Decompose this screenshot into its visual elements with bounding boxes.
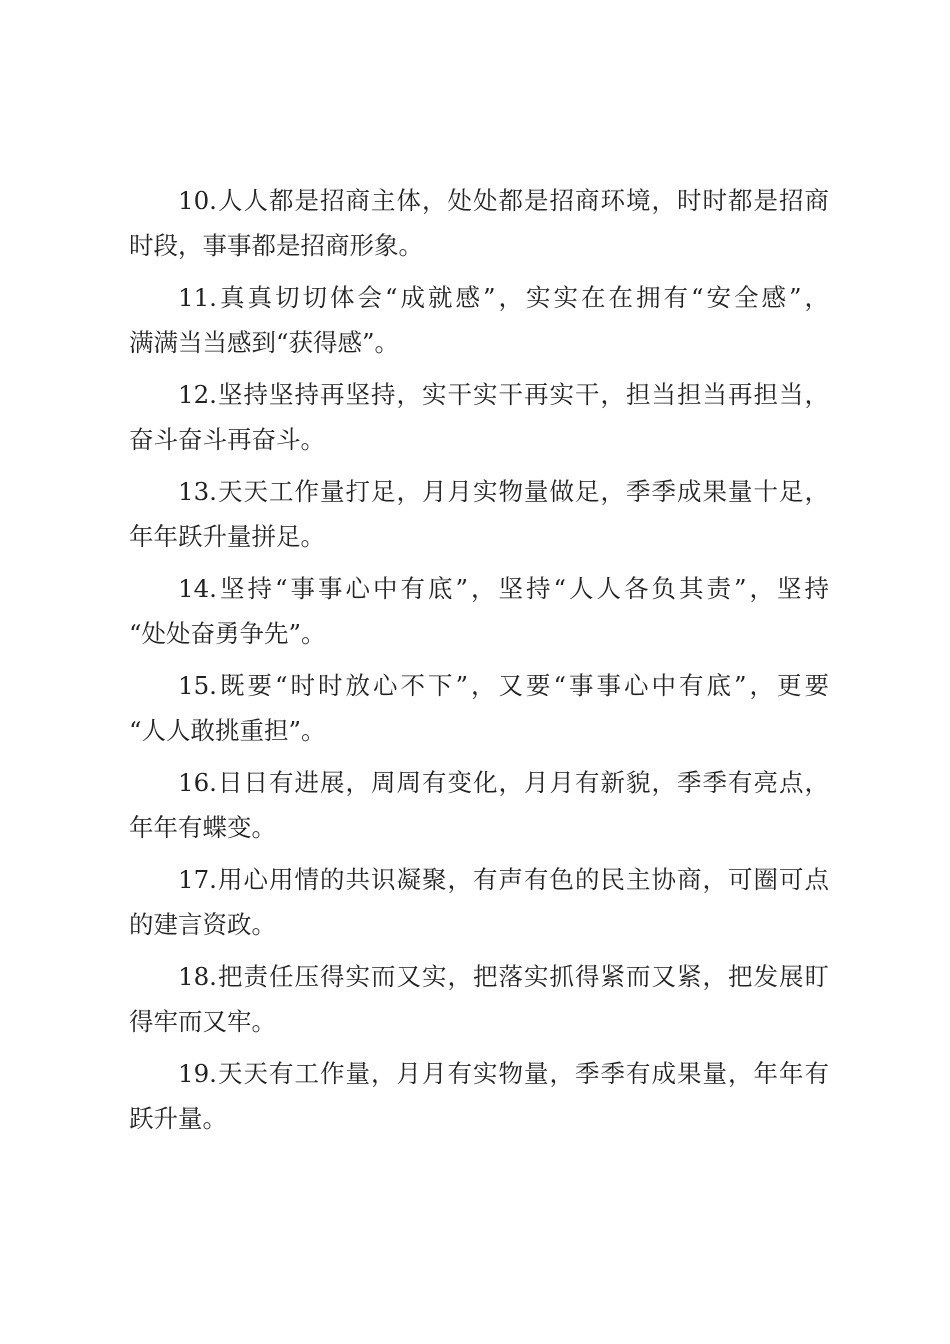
paragraph-line: 16.日日有进展，周周有变化，月月有新貌，季季有亮点，: [178, 768, 829, 797]
document-body: [129, 179, 829, 1149]
list-item: [129, 276, 829, 373]
paragraph-line: 12.坚持坚持再坚持，实干实干再实干，担当担当再担当，: [178, 380, 829, 409]
list-item: [129, 955, 829, 1052]
list-item: [129, 761, 829, 858]
paragraph-line: 19.天天有工作量，月月有实物量，季季有成果量，年年有: [178, 1059, 829, 1088]
list-item: [129, 858, 829, 955]
paragraph-line: “人人敢挑重担”。: [129, 716, 326, 745]
paragraph-line: 年年有蝶变。: [129, 813, 276, 842]
paragraph-line: 15.既要“时时放心不下”，又要“事事心中有底”，更要: [178, 671, 829, 700]
paragraph-line: 跃升量。: [129, 1104, 227, 1133]
list-item: [129, 470, 829, 567]
list-item: [129, 373, 829, 470]
list-item: [129, 1052, 829, 1149]
paragraph-line: 10.人人都是招商主体，处处都是招商环境，时时都是招商: [178, 186, 829, 215]
paragraph-line: 奋斗奋斗再奋斗。: [129, 425, 325, 454]
list-item: [129, 664, 829, 761]
paragraph-line: 18.把责任压得实而又实，把落实抓得紧而又紧，把发展盯: [178, 962, 829, 991]
paragraph-line: 11.真真切切体会“成就感”，实实在在拥有“安全感”，: [178, 283, 829, 312]
list-item: [129, 179, 829, 276]
paragraph-line: 满满当当感到“获得感”。: [129, 328, 400, 357]
paragraph-line: 17.用心用情的共识凝聚，有声有色的民主协商，可圈可点: [178, 865, 829, 894]
paragraph-line: 得牢而又牢。: [129, 1007, 276, 1036]
paragraph-line: 13.天天工作量打足，月月实物量做足，季季成果量十足，: [178, 477, 829, 506]
paragraph-line: 14.坚持“事事心中有底”，坚持“人人各负其责”，坚持: [178, 574, 829, 603]
paragraph-line: 时段，事事都是招商形象。: [129, 231, 423, 260]
paragraph-line: “处处奋勇争先”。: [129, 619, 326, 648]
paragraph-line: 的建言资政。: [129, 910, 276, 939]
paragraph-line: 年年跃升量拼足。: [129, 522, 325, 551]
list-item: [129, 567, 829, 664]
